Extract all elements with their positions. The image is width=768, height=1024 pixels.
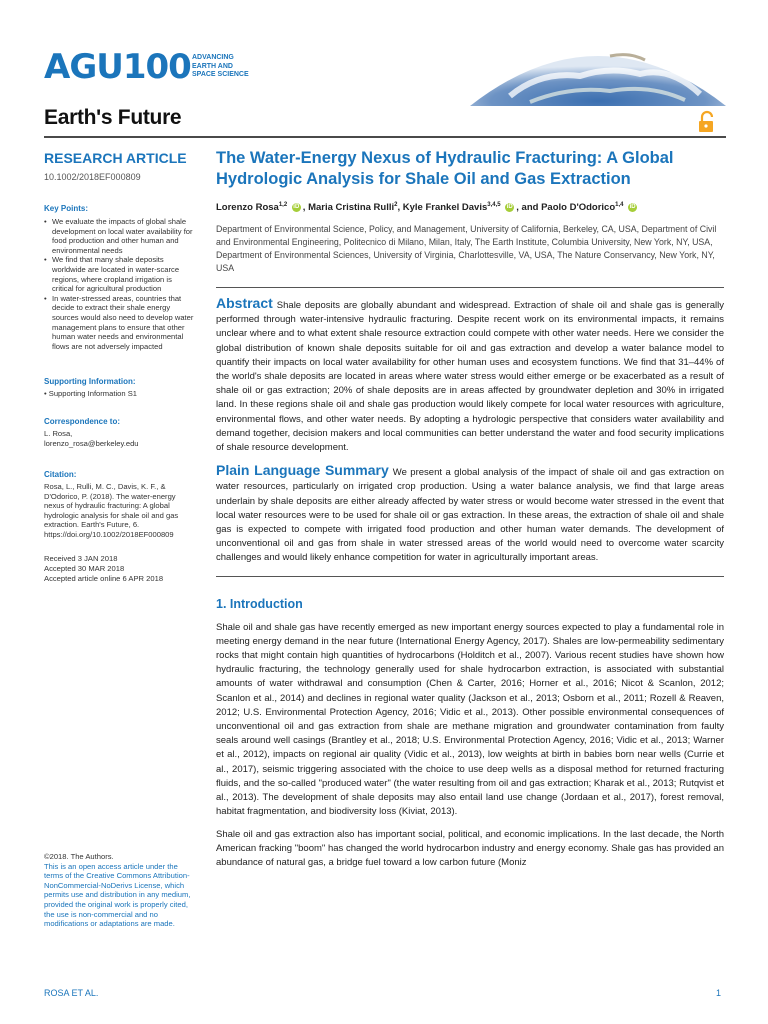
license-text[interactable]: This is an open access article under the terms of the Creative Commons Attribution-NonCommercial-NoDerivs License, which permits use and distribution in any medium, provided the original work is properly cited, the use is non-commercial and no modifications or adaptations are made. xyxy=(44,861,191,929)
sidebar xyxy=(44,148,194,584)
key-points-list xyxy=(44,217,194,351)
tagline-line-1: ADVANCING xyxy=(192,54,234,61)
online-date: Accepted article online 6 APR 2018 xyxy=(44,573,164,583)
earth-globe-image xyxy=(470,36,726,106)
agu-tagline xyxy=(192,54,249,80)
section-heading: 1. Introduction xyxy=(216,596,303,611)
body-paragraph: Shale oil and gas extraction also has important social, political, and economic implications. In the last decade, the North American fracking "boom" has changed the world hydrocarbon industry and energy economy. Shale gas has provided an abundance of natural gas, a bridge fuel toward a low carbon future (Moniz xyxy=(216,828,724,868)
received-date: Received 3 JAN 2018 xyxy=(44,553,118,563)
page-number: 1 xyxy=(716,988,722,998)
paper-title: The Water-Energy Nexus of Hydraulic Fracturing: A Global Hydrologic Analysis for Shale Oil and Gas Extraction xyxy=(216,149,674,188)
abstract-text: Shale deposits are globally abundant and widespread. Extraction of shale oil and shale gas is generally performed through water-intensive hydraulic fracturing. Despite recent work on its environmental impacts, it remains unclear where and to what extent shale resource extraction could compete with other water needs. Here we consider the global distribution of known shale deposits suitable for oil and gas extraction and develop a water balance model to quantify their impacts on local water availability for other human uses and ecosystem functions. We find that 31–44% of the world's shale deposits are located in areas where water stress would either emerge or be exacerbated as a result of shale oil or gas extraction; 20% of shale deposits are in areas affected by groundwater depletion and 30% in irrigated land. In these regions shale oil and shale gas production would likely compete for local water resources with agriculture, environmental flows, and other water needs. By adopting a hydrologic perspective that considers water availability and demand together, decision makers and local communities can better understand the water and food security implications of shale resource development. xyxy=(216,300,724,454)
body-paragraph: Shale oil and shale gas have recently emerged as new important energy sources expected to play a fundamental role in meeting energy demand in the near future (International Energy Agency, 2017). Shales are low-permeability sedimentary rocks that might contain high quantities of hydrocarbons (Holditch et al., 2007). Various recent studies have shown how hydraulic fracturing, the technology generally used for shale hydrocarbon extraction, is associated with substantial amounts of water withdrawal and consumption (Chen & Carter, 2016; Horner et al., 2016; Nicot & Scanlon, 2012; Scanlon et al., 2014) and declines in regional water quality (Jackson et al., 2013; Osborn et al., 2011; Rozell & Reaven, 2012; U.S. Environmental Protection Agency, 2016; Vidic et al., 2013). Other possible environmental consequences of unconventional oil and gas extraction from shale are methane migration and groundwater contamination from faulty seals around well casings (Brantley et al., 2018; U.S. Environmental Protection Agency, 2016; Vidic et al., 2013; Warner et al., 2012), impacts on regional air quality (Vidic et al., 2013), low weights at birth in babies born near wells (Currie et al., 2017), seismic triggering associated with the choice to use deep wells as a disposal method for returned fracturing fluids, and the so-called "produced water" (the water resulting from oil and gas extraction; Kharak et al., 2013; Rutqvist et al., 2013). The development of shale deposits may also entail land use change (Jordaan et al., 2017), forest removal, habitat fragmentation, and biodiversity loss (Kiviat, 2013). xyxy=(216,621,724,818)
copyright-line: ©2018. The Authors. xyxy=(44,852,114,861)
affiliations: Department of Environmental Science, Policy, and Management, University of California, Berkeley, CA, USA, Department of Civil and Environmental Engineering, Politecnico di Milano, Milan, Italy, The Earth Institute, Columbia University, New York, NY, USA, Department of Environmental Sciences, University of Virginia, Charlottesville, VA, USA, The Nature Conservancy, New York, NY, USA xyxy=(216,224,717,273)
accepted-date: Accepted 30 MAR 2018 xyxy=(44,563,125,573)
author-affiliation-number: 2 xyxy=(394,201,398,208)
citation-text: Rosa, L., Rulli, M. C., Davis, K. F., & D'Odorico, P. (2018). The water-energy nexus of hydraulic fracturing: A global hydrologic analysis for shale oil and gas extraction. Earth's Future, 6. https://doi.org/10.1002/2018EF000809 xyxy=(44,482,179,540)
author-list: Lorenzo Rosa$^{1,2}$ iD , Maria Cristina Rulli$^2$, Kyle Frankel Davis$^{3,4,5}$ iD , and Paolo D'Odorico$^{1,4}$ iD xyxy=(216,201,636,213)
journal-title: Earth's Future xyxy=(44,106,182,129)
abstract-label: Abstract xyxy=(216,295,273,311)
key-points-heading: Key Points: xyxy=(44,204,89,213)
tagline-line-2: EARTH AND xyxy=(192,62,233,70)
agu100-logo: AGU100 xyxy=(44,47,191,87)
doi-text: 10.1002/2018EF000809 xyxy=(44,172,141,182)
section-rule xyxy=(216,576,724,577)
author-affiliation-number: 1,2 xyxy=(278,201,288,208)
tagline-line-3: SPACE SCIENCE xyxy=(192,71,249,78)
pls-text: We present a global analysis of the impact of shale oil and gas extraction on water resources, particularly on irrigated crop production. Using a water balance analysis, we find that large areas underlain by shale deposits are either already affected by water stress or would become water stressed in the event that local water resources were to be used for shale oil or gas extraction. In these areas, the extraction of shale oil and shale gas is expected to compete with irrigated food production and other human water demands. The development of unconventional oil and gas from shale in water stressed areas of the world would need to overcome water scarcity challenges and would likely enhance competition for water in agriculturally important areas. xyxy=(216,467,724,564)
author-affiliation-number: 3,4,5 xyxy=(487,201,501,208)
supporting-info-link[interactable]: • Supporting Information S1 xyxy=(44,389,137,399)
article-type-label: RESEARCH ARTICLE xyxy=(44,150,187,166)
correspondence-email[interactable]: lorenzo_rosa@berkeley.edu xyxy=(44,438,139,448)
citation-heading: Citation: xyxy=(44,470,77,480)
plain-language-summary xyxy=(216,463,724,565)
supporting-info-heading: Supporting Information: xyxy=(44,377,136,387)
orcid-icon[interactable]: iD xyxy=(293,203,300,210)
header-rule xyxy=(44,136,726,138)
correspondence-heading: Correspondence to: xyxy=(44,416,121,426)
orcid-icon[interactable]: iD xyxy=(629,203,636,210)
author-name[interactable]: Kyle Frankel Davis xyxy=(402,202,488,213)
author-name[interactable]: and Paolo D'Odorico xyxy=(521,202,616,213)
pls-label: Plain Language Summary xyxy=(216,462,389,479)
abstract xyxy=(216,296,724,455)
footer-running-authors: ROSA ET AL. xyxy=(44,988,99,998)
license-notice xyxy=(44,852,194,929)
author-name[interactable]: Maria Cristina Rulli xyxy=(308,202,395,213)
open-access-lock-icon xyxy=(696,110,718,134)
orcid-icon[interactable]: iD xyxy=(506,203,513,210)
key-point: • We evaluate the impacts of global shale development on local water availability for food production and other human and environmental needs xyxy=(44,217,194,255)
author-affiliation-number: 1,4 xyxy=(615,201,624,208)
section-rule xyxy=(216,287,724,288)
key-point: • We find that many shale deposits worldwide are located in water-scarce regions, where cropland irrigation is critical for agricultural production xyxy=(44,255,194,293)
key-point: • In water-stressed areas, countries that decide to extract their shale energy sources would also need to develop water management plans to ensure that other human water needs and environmental flows are not adversely impacted xyxy=(44,294,194,352)
article-body xyxy=(216,148,724,870)
correspondence-name: L. Rosa, xyxy=(44,428,73,438)
author-name[interactable]: Lorenzo Rosa xyxy=(216,202,279,213)
article-dates xyxy=(44,554,194,584)
